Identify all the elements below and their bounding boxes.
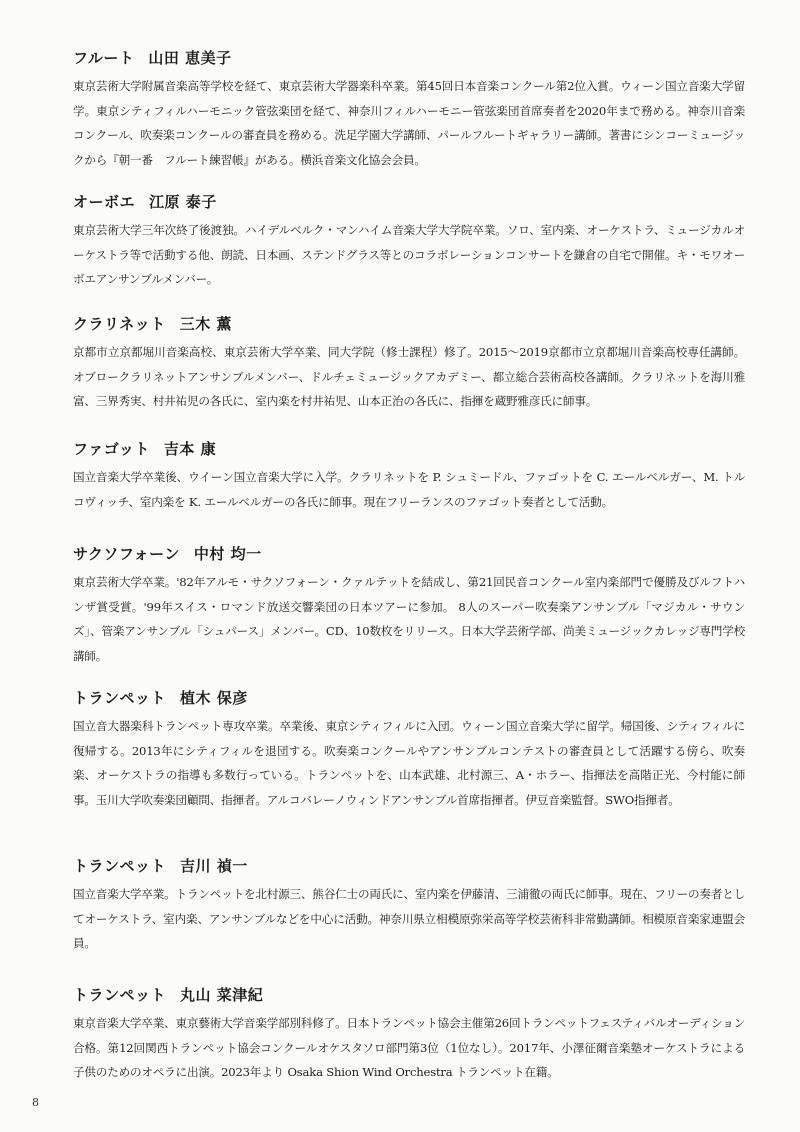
- bio-text: 東京芸術大学附属音楽高等学校を経て、東京芸術大学器楽科卒業。第45回日本音楽コンクール第2位入賞。ウィーン国立音楽大学留学。東京シティフィルハーモニック管弦楽団を経て、神奈川フィルハーモニー管弦楽団首席奏者を2020年まで務める。神奈川音楽コンクール、吹奏楽コンクールの審査員を務める。洗足学園大学講師、パールフルートギャラリー講師。著書にシンコーミュージックから『朝一番 フルート練習帳』がある。横浜音楽文化協会会員。: [73, 79, 745, 167]
- entry-heading: [73, 192, 745, 212]
- bio-entry-bassoon: [73, 439, 745, 514]
- entry-heading: [73, 985, 745, 1005]
- bio-entry-trumpet-1: [73, 688, 745, 812]
- instrument-label: オーボエ: [73, 193, 136, 211]
- page-number: 8: [32, 1096, 39, 1109]
- performer-name: 丸山 菜津紀: [180, 986, 264, 1004]
- instrument-label: トランペット: [73, 689, 167, 707]
- bio-text: 東京芸術大学卒業。'82年アルモ・サクソフォーン・クァルテットを結成し、第21回民音コンクール室内楽部門で優勝及びルフトハンザ賞受賞。'99年スイス・ロマンド放送交響楽団の日本ツアーに参加。 8人のスーパー吹奏楽アンサンブル「マジカル・サウンズ」、管楽アンサンブル「シュパース」メンバー。CD、10数枚をリリース。日本大学芸術学部、尚美ミュージックカレッジ専門学校講師。: [73, 575, 745, 663]
- bio-text: 国立音楽大学卒業。トランペットを北村源三、熊谷仁士の両氏に、室内楽を伊藤清、三浦徹の両氏に師事。現在、フリーの奏者としてオーケストラ、室内楽、アンサンブルなどを中心に活動。神奈川県立相模原弥栄高等学校芸術科非常勤講師。相模原音楽家連盟会員。: [73, 887, 745, 950]
- bio-text: 国立音楽大学卒業後、ウイーン国立音楽大学に入学。クラリネットを P. シュミードル、ファゴットを C. エールベルガー、M. トルコヴィッチ、室内楽を K. エールベルガーの各氏に師事。現在フリーランスのファゴット奏者として活動。: [73, 470, 745, 509]
- bio-entry-flute: [73, 48, 745, 172]
- performer-name: 吉川 禎一: [180, 857, 248, 875]
- instrument-label: トランペット: [73, 986, 167, 1004]
- performer-name: 中村 均一: [193, 545, 262, 563]
- entry-heading: [73, 856, 745, 876]
- bio-entry-oboe: [73, 192, 745, 292]
- performer-name: 三木 薫: [179, 315, 232, 333]
- performer-name: 江原 泰子: [149, 193, 217, 211]
- performer-name: 山田 恵美子: [148, 49, 232, 67]
- instrument-label: ファゴット: [73, 440, 150, 458]
- bio-entry-trumpet-2: [73, 856, 745, 956]
- entry-heading: [73, 48, 745, 68]
- instrument-label: サクソフォーン: [73, 545, 180, 563]
- bio-text: 東京音楽大学卒業、東京藝術大学音楽学部別科修了。日本トランペット協会主催第26回トランペットフェスティバルオーディション合格。第12回関西トランペット協会コンクールオケスタソロ部門第3位（1位なし）。2017年、小澤征爾音楽塾オーケストラによる子供のためのオペラに出演。2023年より Osaka Shion Wind Orchestra トランペット在籍。: [73, 1016, 745, 1079]
- bio-text: 京都市立京都堀川音楽高校、東京芸術大学卒業、同大学院（修士課程）修了。2015～2019京都市立京都堀川音楽高校専任講師。オブロークラリネットアンサンブルメンバー、ドルチェミュージックアカデミー、都立総合芸術高校各講師。クラリネットを海川雅富、三界秀実、村井祐児の各氏に、室内楽を村井祐児、山本正治の各氏に、指揮を蔵野雅彦氏に師事。: [73, 345, 745, 408]
- entry-heading: [73, 688, 745, 708]
- entry-heading: [73, 314, 745, 334]
- performer-name: 植木 保彦: [180, 689, 248, 707]
- entry-heading: [73, 544, 745, 564]
- entry-heading: [73, 439, 745, 459]
- instrument-label: クラリネット: [73, 315, 166, 333]
- instrument-label: フルート: [73, 49, 135, 67]
- bio-entry-saxophone: [73, 544, 745, 668]
- bio-text: 国立音大器楽科トランペット専攻卒業。卒業後、東京シティフィルに入団。ウィーン国立音楽大学に留学。帰国後、シティフィルに復帰する。2013年にシティフィルを退団する。吹奏楽コンクールやアンサンブルコンテストの審査員として活躍する傍ら、吹奏楽、オーケストラの指導も多数行っている。トランペットを、山本武雄、北村源三、A・ホラー、指揮法を高階正光、今村能に師事。玉川大学吹奏楽団顧問、指揮者。アルコバレーノウィンドアンサンブル首席指揮者。伊豆音楽監督。SWO指揮者。: [73, 719, 745, 807]
- performer-name: 吉本 康: [163, 440, 217, 458]
- bio-entry-clarinet: [73, 314, 745, 414]
- bio-entry-trumpet-3: [73, 985, 745, 1085]
- instrument-label: トランペット: [73, 857, 167, 875]
- bio-text: 東京芸術大学三年次終了後渡独。ハイデルベルク・マンハイム音楽大学大学院卒業。ソロ、室内楽、オーケストラ、ミュージカルオーケストラ等で活動する他、朗読、日本画、ステンドグラス等とのコラボレーションコンサートを鎌倉の自宅で開催。キ・モワオーボエアンサンブルメンバー。: [73, 223, 745, 286]
